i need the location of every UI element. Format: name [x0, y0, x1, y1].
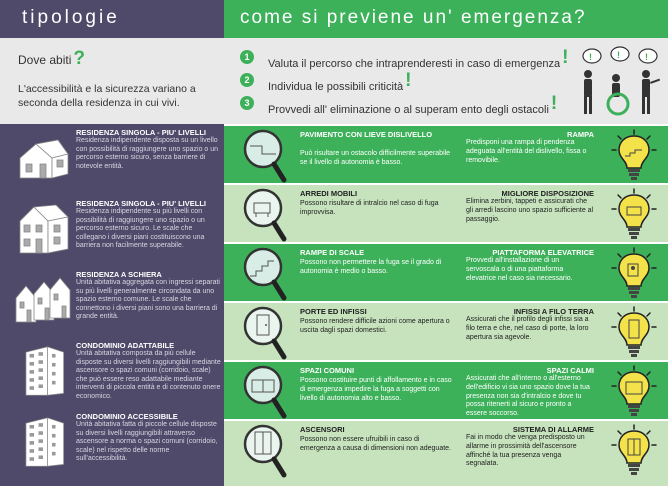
exclamation-mark: ! — [550, 93, 558, 114]
residence-item — [0, 337, 224, 408]
question-title: Dove abiti ? — [18, 48, 85, 69]
magnifier-icon — [240, 128, 290, 183]
solution-title: PIATTAFORMA ELEVATRICE — [492, 248, 594, 257]
problem-row — [224, 303, 668, 360]
people-wheelchair-icon — [576, 46, 664, 118]
section-title-prevention: come si previene un' emergenza? — [240, 7, 587, 28]
problem-description: Possono non essere ufruibili in caso di emergenza a causa di dimensioni non adeguate. — [300, 436, 451, 452]
problem-title: RAMPE DI SCALE — [300, 248, 365, 257]
building-icon — [14, 345, 72, 397]
house-icon — [14, 203, 72, 255]
residence-description: Unità abitativa fatta di piccole cellule disposte su diversi livelli raggiungibili attraverso ascensore a norma o spazi comuni (corridoio, scale) nel rispetto delle norme sull'accessibilità. — [76, 421, 218, 463]
solution-description: Provvedi all'installazione di un servoscala o di una piattaforma elevatrice nel caso sia necessario. — [466, 257, 573, 282]
svg-text:!: ! — [589, 52, 592, 62]
step-text: Valuta il percorso che intraprenderesti in caso di emergenza — [268, 58, 561, 70]
residence-title: CONDOMINIO ADATTABILE — [76, 341, 175, 350]
lightbulb-icon — [608, 128, 660, 182]
residence-description: Unità abitativa aggregata con ingressi separati su più livelli generalmente circondata da uno spazio esterno comune. Le scale che connettono i diversi piani sono una barriera di grande entità. — [76, 279, 220, 321]
residence-title: RESIDENZA SINGOLA - PIU' LIVELLI — [76, 199, 206, 208]
magnifier-icon — [240, 364, 290, 419]
problem-title: PORTE ED INFISSI — [300, 307, 367, 316]
intro-band — [0, 38, 668, 124]
solution-title: INFISSI A FILO TERRA — [513, 307, 594, 316]
residence-title: RESIDENZA SINGOLA - PIU' LIVELLI — [76, 128, 206, 137]
residence-item — [0, 408, 224, 486]
solution-title: SPAZI CALMI — [546, 366, 594, 375]
problem-row — [224, 126, 668, 183]
header-left — [0, 0, 224, 38]
residence-title: RESIDENZA A SCHIERA — [76, 270, 162, 279]
lightbulb-icon — [608, 423, 660, 477]
magnifier-icon — [240, 423, 290, 478]
building-icon — [14, 416, 72, 468]
magnifier-icon — [240, 187, 290, 242]
problem-title: SPAZI COMUNI — [300, 366, 355, 375]
problem-description: Può risultare un ostacolo difficilmente superabile se il livello di autonomia è basso. — [300, 150, 451, 166]
residence-item — [0, 266, 224, 337]
step-number: 2 — [240, 73, 254, 87]
exclamation-mark: ! — [562, 47, 569, 68]
header-right — [224, 0, 668, 38]
residence-title: CONDOMINIO ACCESSIBILE — [76, 412, 178, 421]
step-3 — [240, 94, 580, 117]
residence-description: Residenza indipendente disposta su un livello con possibilità di raggiungere uno spazio o un percorso esterno sicuro, senza barriere di notevole entità. — [76, 137, 219, 170]
problem-row — [224, 421, 668, 486]
step-text: Individua le possibili criticità — [268, 81, 404, 93]
lightbulb-icon — [608, 187, 660, 241]
problem-row — [224, 185, 668, 242]
intro-text: L'accessibilità e la sicurezza variano a seconda della residenza in cui vivi. — [18, 83, 196, 109]
solution-description: Assicurati che all'interno o all'esterno dell'edificio vi sia uno spazio dove la tua presenza non sia d'intralcio e dove tu possa ritenerti al sicuro e pronto a essere soccorso. — [466, 375, 590, 418]
steps-list — [240, 48, 580, 117]
solution-title: MIGLIORE DISPOSIZIONE — [501, 189, 594, 198]
problem-description: Possono risultare di intralcio nel caso di fuga improvvisa. — [300, 200, 439, 216]
residence-item — [0, 195, 224, 266]
solution-description: Elimina zerbini, tappeti e assicurati che gli arredi lascino uno spazio sufficiente al passaggio. — [466, 198, 594, 223]
solution-title: SISTEMA DI ALLARME — [512, 425, 594, 434]
problem-title: PAVIMENTO CON LIEVE DISLIVELLO — [300, 130, 433, 139]
step-number: 3 — [240, 96, 254, 110]
exclamation-mark: ! — [405, 70, 412, 91]
problem-row — [224, 362, 668, 419]
residence-item — [0, 124, 224, 195]
residence-description: Unità abitativa composta da più cellule disposte su diversi livelli raggiungibili mediante ascensore o spazi comuni (corridoio, scale) che può essere reso adattabile mediante interventi di piccola entità e di contenuto onere economico. — [76, 350, 221, 400]
step-number: 1 — [240, 50, 254, 64]
svg-text:!: ! — [645, 52, 648, 62]
house-icon — [14, 274, 72, 326]
solution-description: Fai in modo che venga predisposto un allarme in prossimità dell'ascensore affinché la tua presenza venga segnalata. — [466, 434, 585, 468]
step-text: Provvedi all' eliminazione o al superam ento degli ostacoli — [268, 104, 549, 116]
solution-title: RAMPA — [567, 130, 594, 139]
magnifier-icon — [240, 305, 290, 360]
house-icon — [14, 132, 72, 184]
problem-description: Possono non permettere la fuga se il grado di autonomia è medio o basso. — [300, 259, 442, 275]
question-mark: ? — [73, 48, 85, 69]
problem-description: Possono rendere difficile azioni come apertura o uscita dagli spazi domestici. — [300, 318, 450, 334]
residence-description: Residenza indipendente su più livelli con possibilità di raggiungere uno spazio o un percorso esterno sicuro. Le scale che collegano i diversi piani costituiscono una barriera non facilmente superabile. — [76, 208, 205, 250]
step-2 — [240, 71, 580, 94]
magnifier-icon — [240, 246, 290, 301]
step-1 — [240, 48, 580, 71]
problem-title: ARREDI MOBILI — [300, 189, 358, 198]
svg-text:!: ! — [617, 50, 620, 60]
residence-types-column — [0, 124, 224, 486]
solution-description: Predisponi una rampa di pendenza adeguata all'entità del dislivello, fissa o removibile. — [466, 139, 587, 164]
problem-title: ASCENSORI — [300, 425, 345, 434]
intro-left — [18, 48, 218, 110]
lightbulb-icon — [608, 246, 660, 300]
problem-description: Possono costituire punti di affollamento e in caso di emergenza impedire la fuga a soggetti con livello di autonomia alto e basso. — [300, 377, 452, 402]
problem-row — [224, 244, 668, 301]
lightbulb-icon — [608, 305, 660, 359]
solution-description: Assicurati che il profilo degli infissi sia a filo terra e che, nel caso di porte, la loro apertura sia agevole. — [466, 316, 589, 341]
section-title-tipologie: tipologie — [22, 7, 120, 28]
lightbulb-icon — [608, 364, 660, 418]
